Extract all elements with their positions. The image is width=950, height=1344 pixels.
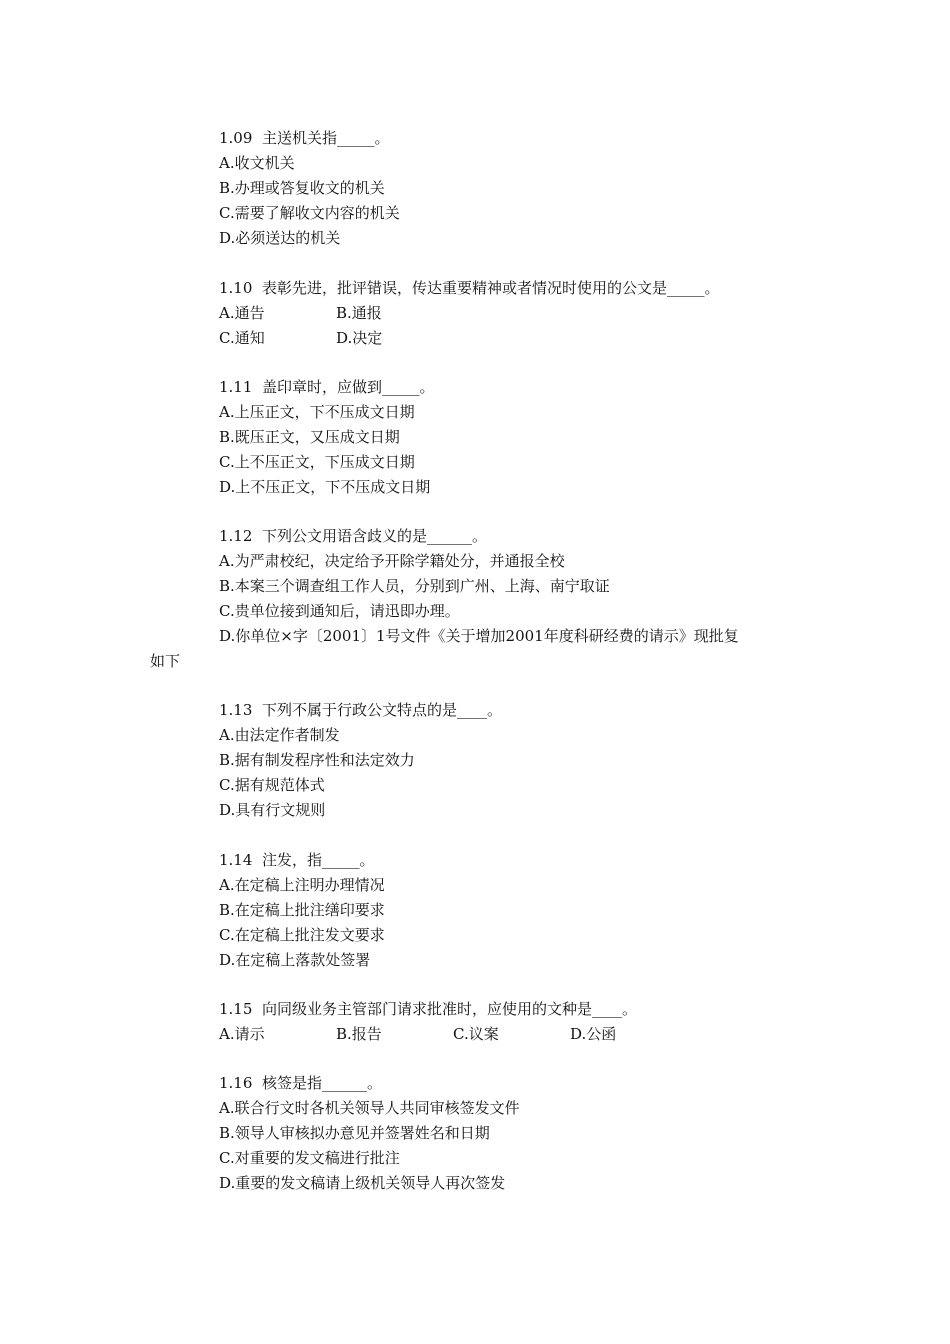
question-text: 注发，指_____。: [261, 851, 375, 869]
question-number: 1.16: [219, 1074, 253, 1092]
option-c: C.需要了解收文内容的机关: [219, 204, 400, 222]
option-d: D.上不压正文，下不压成文日期: [219, 478, 431, 496]
question-stem: [219, 1071, 520, 1096]
options-row: [219, 326, 719, 351]
option-c: C.议案: [453, 1025, 499, 1043]
question-number: 1.15: [219, 1000, 253, 1018]
option-d-continuation: 如下: [150, 652, 181, 670]
question-text: 核签是指______。: [261, 1074, 382, 1092]
question-1-10: [219, 276, 719, 351]
question-number: 1.12: [219, 527, 253, 545]
options-row: [219, 301, 719, 326]
question-stem: [219, 997, 637, 1022]
option-a: A.在定稿上注明办理情况: [219, 876, 385, 894]
question-number: 1.13: [219, 701, 253, 719]
option-a: A.收文机关: [219, 154, 295, 172]
option-a: A.为严肃校纪，决定给予开除学籍处分，并通报全校: [219, 552, 565, 570]
question-text: 向同级业务主管部门请求批准时，应使用的文种是____。: [261, 1000, 637, 1018]
option-b: B.本案三个调查组工作人员，分别到广州、上海、南宁取证: [219, 577, 610, 595]
option-d: D.重要的发文稿请上级机关领导人再次签发: [219, 1174, 506, 1192]
question-stem: [219, 276, 719, 301]
option-b: B.据有制发程序性和法定效力: [219, 751, 415, 769]
question-1-09: [219, 126, 400, 251]
option-b: B.在定稿上批注缮印要求: [219, 901, 385, 919]
question-number: 1.11: [219, 378, 253, 396]
option-d: D.你单位×字〔2001〕1号文件《关于增加2001年度科研经费的请示》现批复: [219, 627, 739, 645]
question-stem: [219, 524, 739, 549]
question-1-12: [150, 524, 739, 674]
option-d: D.决定: [336, 329, 383, 347]
option-c: C.上不压正文，下压成文日期: [219, 453, 415, 471]
question-1-16: [219, 1071, 520, 1196]
question-stem: [219, 698, 502, 723]
question-number: 1.10: [219, 279, 253, 297]
question-1-15: [219, 997, 637, 1047]
option-b: B.通报: [336, 304, 382, 322]
option-d: D.必须送达的机关: [219, 229, 341, 247]
question-text: 下列不属于行政公文特点的是____。: [261, 701, 502, 719]
question-1-11: [219, 375, 434, 500]
options-row: [219, 1022, 637, 1047]
question-1-14: [219, 848, 385, 973]
option-d: D.公函: [570, 1025, 617, 1043]
option-d: D.具有行文规则: [219, 801, 326, 819]
option-a: A.通告: [219, 304, 265, 322]
question-stem: [219, 375, 434, 400]
question-text: 盖印章时，应做到_____。: [261, 378, 435, 396]
option-c: C.对重要的发文稿进行批注: [219, 1149, 400, 1167]
option-b: B.既压正文，又压成文日期: [219, 428, 400, 446]
option-a: A.联合行文时各机关领导人共同审核签发文件: [219, 1099, 520, 1117]
option-a: A.上压正文，下不压成文日期: [219, 403, 415, 421]
option-c: C.在定稿上批注发文要求: [219, 926, 385, 944]
option-a: A.由法定作者制发: [219, 726, 340, 744]
option-d: D.在定稿上落款处签署: [219, 951, 371, 969]
question-text: 下列公文用语含歧义的是______。: [261, 527, 487, 545]
question-stem: [219, 126, 400, 151]
option-c: C.贵单位接到通知后，请迅即办理。: [219, 602, 460, 620]
option-c: C.通知: [219, 329, 265, 347]
option-b: B.领导人审核拟办意见并签署姓名和日期: [219, 1124, 490, 1142]
question-text: 主送机关指_____。: [261, 129, 390, 147]
option-b: B.办理或答复收文的机关: [219, 179, 385, 197]
question-number: 1.14: [219, 851, 253, 869]
option-c: C.据有规范体式: [219, 776, 325, 794]
question-text: 表彰先进，批评错误，传达重要精神或者情况时使用的公文是_____。: [261, 279, 720, 297]
question-1-13: [219, 698, 502, 823]
option-b: B.报告: [336, 1025, 382, 1043]
question-number: 1.09: [219, 129, 253, 147]
option-a: A.请示: [219, 1025, 265, 1043]
question-stem: [219, 848, 385, 873]
